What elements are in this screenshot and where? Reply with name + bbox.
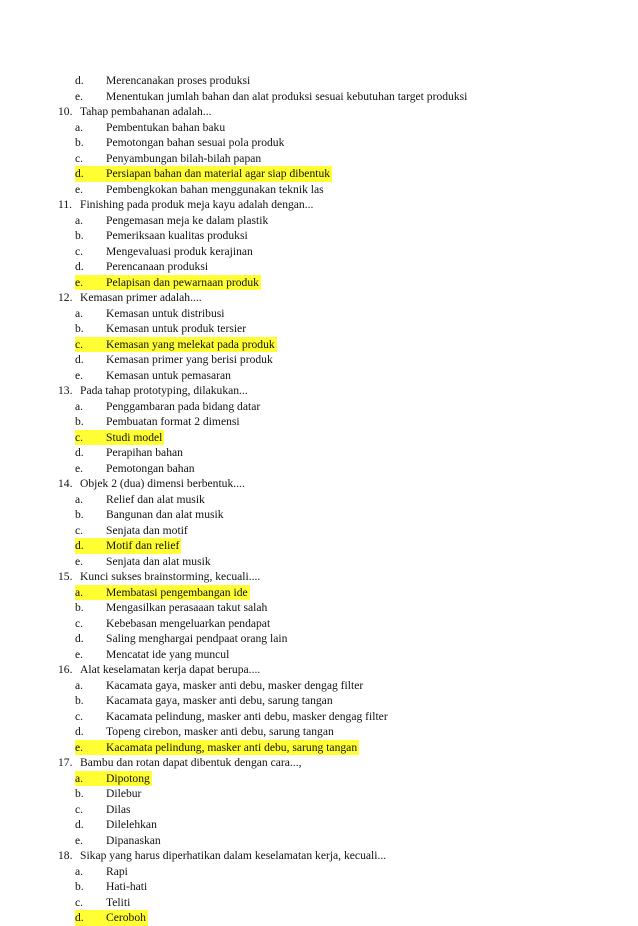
answer-option [0, 507, 638, 523]
option-body [75, 445, 185, 461]
answer-option [0, 786, 638, 802]
answer-option [0, 244, 638, 260]
answer-option-highlighted [0, 740, 638, 756]
option-body [75, 647, 231, 663]
question-number: 12. [58, 291, 73, 304]
option-letter: c. [75, 337, 84, 351]
option-body [75, 120, 227, 136]
option-body [75, 817, 159, 833]
option-letter: d. [75, 167, 84, 180]
question-number: 10. [58, 105, 73, 118]
option-body [75, 523, 190, 539]
option-letter: c. [75, 895, 84, 909]
answer-option [0, 817, 638, 833]
answer-option-highlighted [0, 166, 638, 182]
option-letter: d. [75, 260, 84, 273]
highlight-mark [75, 910, 148, 926]
answer-option [0, 89, 638, 105]
question-text: Pada tahap prototyping, dilakukan... [80, 384, 248, 397]
question-stem [0, 476, 638, 492]
highlight-mark [75, 337, 277, 353]
question-stem [0, 197, 638, 213]
option-letter: b. [75, 694, 84, 707]
option-text: Kemasan untuk pemasaran [106, 368, 231, 382]
question-stem [0, 290, 638, 306]
highlight-mark [75, 771, 152, 787]
answer-option [0, 647, 638, 663]
question-stem [0, 755, 638, 771]
option-text: Studi model [106, 430, 163, 444]
option-letter: b. [75, 787, 84, 800]
highlight-mark [75, 430, 164, 446]
answer-option [0, 228, 638, 244]
option-text: Kacamata pelindung, masker anti debu, masker dengag filter [106, 709, 388, 723]
question-number: 18. [58, 849, 73, 862]
answer-option-highlighted [0, 910, 638, 926]
option-letter: c. [75, 430, 84, 444]
answer-option [0, 802, 638, 818]
option-text: Mengevaluasi produk kerajinan [106, 244, 253, 258]
option-letter: c. [75, 709, 84, 723]
option-text: Kacamata gaya, masker anti debu, sarung tangan [106, 694, 333, 707]
option-body [75, 399, 262, 415]
question-stem [0, 383, 638, 399]
option-body [75, 213, 270, 229]
option-text: Pembuatan format 2 dimensi [106, 415, 240, 428]
option-text: Kemasan untuk produk tersier [106, 322, 247, 335]
option-letter: d. [75, 725, 84, 738]
question-stem [0, 662, 638, 678]
answer-option [0, 833, 638, 849]
option-letter: e. [75, 647, 84, 661]
option-text: Pembengkokan bahan menggunakan teknik las [106, 182, 324, 196]
option-text: Senjata dan motif [106, 523, 188, 537]
option-text: Penggambaran pada bidang datar [106, 399, 261, 413]
question-text: Objek 2 (dua) dimensi berbentuk.... [80, 477, 245, 490]
option-text: Kebebasan mengeluarkan pendapat [106, 616, 271, 630]
option-body [75, 352, 275, 368]
option-text: Pengemasan meja ke dalam plastik [106, 213, 269, 227]
option-letter: a. [75, 864, 84, 878]
option-text: Mencatat ide yang muncul [106, 647, 230, 661]
answer-option [0, 151, 638, 167]
option-letter: a. [75, 771, 84, 785]
option-letter: d. [75, 911, 84, 924]
answer-option [0, 492, 638, 508]
option-letter: e. [75, 182, 84, 196]
option-body [75, 461, 197, 477]
option-text: Perapihan bahan [106, 446, 183, 459]
answer-option [0, 213, 638, 229]
option-body [75, 879, 149, 895]
option-text: Kemasan untuk distribusi [106, 306, 225, 320]
option-text: Penyambungan bilah-bilah papan [106, 151, 262, 165]
question-number: 15. [58, 570, 73, 583]
option-text: Membatasi pengembangan ide [106, 585, 248, 599]
option-text: Pembentukan bahan baku [106, 120, 226, 134]
option-text: Kemasan yang melekat pada produk [106, 337, 275, 351]
answer-option [0, 321, 638, 337]
option-letter: d. [75, 74, 84, 87]
option-text: Dilebur [106, 787, 142, 800]
option-body [75, 631, 289, 647]
answer-option [0, 879, 638, 895]
option-text: Dipotong [106, 771, 150, 785]
option-letter: a. [75, 678, 84, 692]
option-text: Persiapan bahan dan material agar siap dibentuk [106, 167, 331, 180]
option-letter: e. [75, 554, 84, 568]
option-body [75, 678, 365, 694]
question-stem [0, 104, 638, 120]
option-letter: a. [75, 492, 84, 506]
question-text: Finishing pada produk meja kayu adalah dengan... [80, 198, 314, 211]
option-text: Kacamata gaya, masker anti debu, masker dengag filter [106, 678, 364, 692]
option-body [75, 228, 250, 244]
option-body [75, 182, 326, 198]
option-letter: a. [75, 306, 84, 320]
option-text: Dilelehkan [106, 818, 157, 831]
answer-option [0, 352, 638, 368]
option-text: Hati-hati [106, 880, 148, 893]
option-text: Kemasan primer yang berisi produk [106, 353, 273, 366]
answer-option-highlighted [0, 275, 638, 291]
answer-option [0, 600, 638, 616]
option-letter: c. [75, 244, 84, 258]
option-body [75, 89, 469, 105]
answer-option [0, 554, 638, 570]
quiz-document [0, 73, 638, 926]
option-letter: e. [75, 740, 84, 754]
option-body [75, 802, 132, 818]
answer-option [0, 724, 638, 740]
answer-option [0, 631, 638, 647]
option-text: Merencanakan proses produksi [106, 74, 251, 87]
option-body [75, 724, 336, 740]
option-letter: a. [75, 213, 84, 227]
option-letter: c. [75, 151, 84, 165]
option-text: Topeng cirebon, masker anti debu, sarung tangan [106, 725, 334, 738]
question-text: Tahap pembahanan adalah... [80, 105, 212, 118]
option-letter: a. [75, 399, 84, 413]
answer-option [0, 678, 638, 694]
option-letter: b. [75, 415, 84, 428]
option-text: Relief dan alat musik [106, 492, 205, 506]
option-text: Kacamata pelindung, masker anti debu, sarung tangan [106, 740, 358, 754]
answer-option [0, 414, 638, 430]
answer-option [0, 864, 638, 880]
option-body [75, 709, 390, 725]
option-body [75, 554, 213, 570]
option-text: Rapi [106, 864, 128, 878]
option-body [75, 306, 227, 322]
option-text: Bangunan dan alat musik [106, 508, 224, 521]
option-text: Senjata dan alat musik [106, 554, 211, 568]
answer-option [0, 461, 638, 477]
question-text: Alat keselamatan kerja dapat berupa.... [80, 663, 261, 676]
question-text: Bambu dan rotan dapat dibentuk dengan cara..., [80, 756, 302, 769]
answer-option [0, 306, 638, 322]
option-letter: c. [75, 523, 84, 537]
option-text: Saling menghargai pendpaat orang lain [106, 632, 288, 645]
answer-option [0, 523, 638, 539]
highlight-mark [75, 740, 359, 756]
option-letter: c. [75, 616, 84, 630]
option-letter: b. [75, 880, 84, 893]
answer-option-highlighted [0, 430, 638, 446]
option-text: Perencanaan produksi [106, 260, 209, 273]
option-body [75, 600, 269, 616]
option-body [75, 492, 207, 508]
option-body [75, 414, 242, 430]
option-letter: e. [75, 833, 84, 847]
option-text: Dilas [106, 802, 131, 816]
option-letter: b. [75, 508, 84, 521]
option-body [75, 786, 143, 802]
option-text: Pemotongan bahan [106, 461, 195, 475]
option-letter: d. [75, 818, 84, 831]
option-text: Pemeriksaan kualitas produksi [106, 229, 248, 242]
answer-option-highlighted [0, 337, 638, 353]
highlight-mark [75, 166, 332, 182]
question-text: Kemasan primer adalah.... [80, 291, 202, 304]
question-number: 14. [58, 477, 73, 490]
highlight-mark [75, 275, 261, 291]
option-letter: d. [75, 632, 84, 645]
option-letter: b. [75, 229, 84, 242]
answer-option-highlighted [0, 538, 638, 554]
answer-option [0, 368, 638, 384]
option-body [75, 151, 263, 167]
answer-option [0, 182, 638, 198]
answer-option [0, 73, 638, 89]
question-text: Kunci sukses brainstorming, kecuali.... [80, 570, 261, 583]
question-number: 16. [58, 663, 73, 676]
option-letter: c. [75, 802, 84, 816]
option-letter: d. [75, 353, 84, 366]
option-letter: a. [75, 120, 84, 134]
answer-option [0, 259, 638, 275]
option-letter: d. [75, 446, 84, 459]
answer-option [0, 445, 638, 461]
option-body [75, 693, 335, 709]
option-letter: d. [75, 539, 84, 552]
option-text: Motif dan relief [106, 539, 180, 552]
option-text: Mengasilkan perasaaan takut salah [106, 601, 268, 614]
option-body [75, 368, 233, 384]
option-body [75, 833, 163, 849]
answer-option-highlighted [0, 771, 638, 787]
question-number: 13. [58, 384, 73, 397]
question-number: 11. [58, 198, 73, 211]
option-text: Pemotongan bahan sesuai pola produk [106, 136, 285, 149]
question-text: Sikap yang harus diperhatikan dalam keselamatan kerja, kecuali... [80, 849, 387, 862]
option-body [75, 244, 255, 260]
question-stem [0, 848, 638, 864]
option-body [75, 895, 132, 911]
option-text: Pelapisan dan pewarnaan produk [106, 275, 259, 289]
answer-option [0, 693, 638, 709]
question-stem [0, 569, 638, 585]
answer-option [0, 709, 638, 725]
highlight-mark [75, 538, 181, 554]
option-letter: e. [75, 275, 84, 289]
option-body [75, 73, 252, 89]
option-body [75, 507, 226, 523]
option-body [75, 321, 248, 337]
option-letter: e. [75, 89, 84, 103]
option-letter: b. [75, 601, 84, 614]
option-letter: b. [75, 136, 84, 149]
option-body [75, 135, 286, 151]
option-body [75, 259, 210, 275]
option-body [75, 616, 272, 632]
option-text: Menentukan jumlah bahan dan alat produksi sesuai kebutuhan target produksi [106, 89, 468, 103]
answer-option [0, 895, 638, 911]
option-letter: e. [75, 461, 84, 475]
option-body [75, 864, 130, 880]
option-text: Teliti [106, 895, 131, 909]
answer-option [0, 135, 638, 151]
answer-option [0, 616, 638, 632]
option-letter: e. [75, 368, 84, 382]
option-text: Dipanaskan [106, 833, 161, 847]
option-letter: a. [75, 585, 84, 599]
question-number: 17. [58, 756, 73, 769]
highlight-mark [75, 585, 250, 601]
answer-option [0, 120, 638, 136]
option-letter: b. [75, 322, 84, 335]
answer-option [0, 399, 638, 415]
answer-option-highlighted [0, 585, 638, 601]
option-text: Ceroboh [106, 911, 146, 924]
